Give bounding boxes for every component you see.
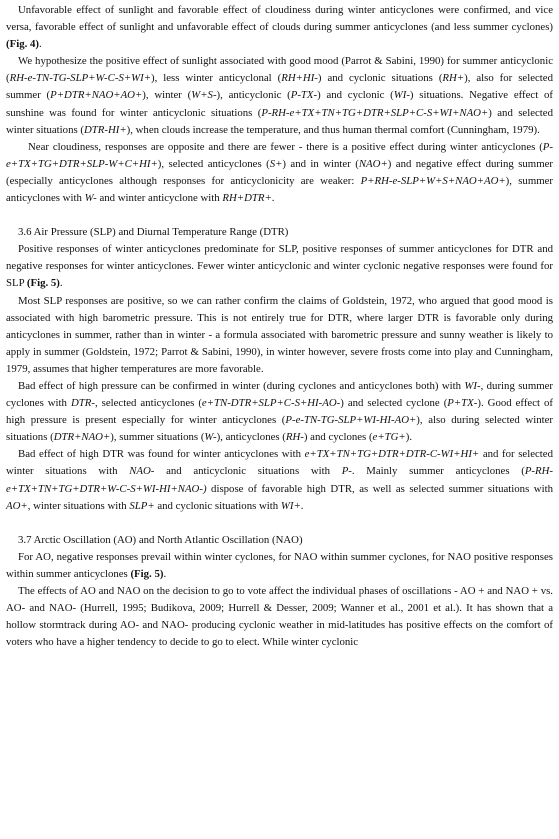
text-run: ) and cyclonic situations ( [317, 72, 443, 85]
para-slp-responses [6, 241, 553, 292]
text-run: ), also for selected summer ( [6, 72, 553, 102]
text-run: Bad effect of high pressure can be confirmed in winter (during cyclones and anticyclones both) with [18, 379, 465, 392]
text-run: . Mainly summer anticyclones ( [351, 465, 525, 478]
text-run: Most SLP responses are positive, so we can rather confirm the claims of Goldstein, 1972, who argued that good mood is associated with high barometric pressure. This is not entirely true for DTR, where larger DTR is favorable only during anticyclones in summer, rather than in winter - a formula associated with barometric pressure and sunny weather is likely to apply in summer (Goldstein, 1972; Parrot & Sabini, 1990), in winter however, severe frosts come into play and Cunningham, 1979, assumes that higher temperatures are more favorable. [6, 294, 553, 375]
variable-formula: P+TX- [447, 397, 478, 410]
text-run: Unfavorable effect of sunlight and favorable effect of cloudiness during winter anticyclones were confirmed, and vice versa, favorable effect of sunlight and unfavorable effect of clouds during summer anticyclones (and less summer cyclones) [6, 4, 553, 34]
text-run: and winter anticyclone with [96, 192, 223, 205]
variable-formula: WI- [393, 89, 410, 102]
text-run: Near cloudiness, responses are opposite and there are fewer - there is a positive effect during winter anticyclones ( [28, 140, 543, 153]
variable-formula: S+ [269, 157, 283, 170]
variable-formula: RH+HI- [281, 72, 318, 85]
variable-formula: DTR- [70, 397, 95, 410]
variable-formula: P-RH-e+TX+TN+TG+DTR+SLP+C-S+WI+NAO+ [261, 106, 489, 119]
text-run: ), less winter anticyclonal ( [151, 72, 282, 85]
text-run: . [300, 499, 304, 512]
para-cloudiness [6, 139, 553, 207]
text-run: ). [405, 431, 413, 444]
text-run: , during summer cyclones with [6, 379, 553, 410]
text-run: ) and selected winter situations ( [6, 106, 553, 136]
text-run: ) and negative effect during summer (especially anticyclones although responses for anticyclonicity are weaker: [6, 157, 553, 187]
variable-formula: RH+ [442, 72, 465, 85]
figure-reference: (Fig. 5) [26, 277, 60, 290]
variable-formula: P-TX- [290, 89, 318, 102]
figure-reference: (Fig. 5) [130, 567, 164, 580]
section-spacer [6, 207, 553, 224]
variable-formula: SLP+ [129, 499, 155, 512]
variable-formula: W+S- [191, 89, 217, 102]
text-run: , winter situations with [27, 499, 130, 512]
para-sunlight-hypothesis [6, 53, 553, 138]
para-goldstein [6, 293, 553, 378]
text-run: ), summer anticyclones with [6, 174, 554, 205]
text-run: For AO, negative responses prevail within winter cyclones, for NAO within summer cyclones, for NAO positive responses within summer anticyclones [6, 550, 553, 580]
variable-formula: WI- [464, 379, 481, 392]
variable-formula: e+TN-DTR+SLP+C-S+HI-AO- [201, 397, 341, 410]
text-run: ), selected anticyclones ( [157, 157, 270, 170]
variable-formula: AO+ [6, 499, 28, 512]
variable-formula: P-RH-e+TX+TN+TG+DTR+W-C-S+WI-HI+NAO-) [6, 465, 553, 495]
variable-formula: RH+DTR+ [222, 192, 272, 205]
text-run: . [59, 277, 63, 290]
text-run: The effects of AO and NAO on the decision to go to vote affect the individual phases of oscillations - AO + and NAO + vs. AO- and NAO- (Hurrell, 1995; Budikova, 2009; Hurrell & Desser, 2009; Wanner et al., 2001 et al.). It has shown that a hollow stormtrack during AO- and NAO- producing cyclonic weather in mid-latitudes has positive effects on the comfort of voters who have a higher tendency to decide to go to elect. While winter cyclonic [6, 585, 553, 649]
text-run: and for selected winter situations with [6, 448, 553, 478]
section-heading-slp-dtr [6, 224, 553, 241]
variable-formula: NAO+ [358, 157, 388, 170]
text-run: 3.6 Air Pressure (SLP) and Diurnal Temperature Range (DTR) [18, 226, 289, 239]
para-high-pressure [6, 378, 553, 446]
section-heading-ao-nao [6, 532, 553, 549]
variable-formula: W- [84, 192, 97, 205]
variable-formula: RH-e-TN-TG-SLP+W-C-S+WI+ [9, 72, 152, 85]
variable-formula: P-e+TX+TG+DTR+SLP-W+C+HI+ [6, 140, 553, 170]
text-run: ), when clouds increase the temperature, and thus human thermal comfort (Cunningham, 1979). [126, 123, 540, 136]
text-run: ), anticyclonic ( [216, 89, 291, 102]
text-run: 3.7 Arctic Oscillation (AO) and North Atlantic Oscillation (NAO) [18, 533, 303, 546]
text-run: ) situations. Negative effect of sunshine was found for winter anticyclonic situations ( [6, 89, 553, 119]
variable-formula: WI+ [280, 499, 301, 512]
para-ao-nao-effects [6, 583, 553, 651]
text-run: ). Good effect of high pressure is present especially for winter anticyclones ( [6, 397, 553, 427]
para-high-dtr [6, 446, 553, 514]
variable-formula: NAO- [129, 465, 155, 478]
variable-formula: e+TX+TN+TG+DTR+DTR-C-WI+HI+ [304, 448, 480, 461]
figure-reference: (Fig. 4) [6, 38, 39, 51]
variable-formula: e+TG+ [372, 431, 406, 444]
text-run: Bad effect of high DTR was found for winter anticyclones with [18, 448, 305, 461]
text-run: ) and in winter ( [282, 157, 359, 170]
text-run: and anticyclonic situations with [154, 465, 342, 478]
text-run: ), also during selected winter situations ( [6, 414, 553, 444]
text-run: ), summer situations ( [110, 431, 205, 444]
text-run: ) and cyclones ( [303, 431, 373, 444]
variable-formula: P- [341, 465, 352, 478]
text-run: . [38, 38, 42, 51]
text-run: . [163, 567, 167, 580]
text-run: , selected anticyclones ( [94, 397, 202, 410]
text-run: Positive responses of winter anticyclones predominate for SLP, positive responses of summer anticyclones for DTR and negative responses for winter anticyclones. Fewer winter anticyclonic and winter cyclonic negative responses were found for SLP [6, 243, 553, 290]
variable-formula: P-e-TN-TG-SLP+WI-HI-AO+ [285, 414, 417, 427]
para-sunlight-winter-summary [6, 2, 553, 53]
variable-formula: P+DTR+NAO+AO+ [50, 89, 143, 102]
variable-formula: DTR+NAO+ [53, 431, 111, 444]
variable-formula: DTR-HI+ [83, 123, 127, 136]
variable-formula: W- [204, 431, 217, 444]
text-run: ), anticyclones ( [216, 431, 286, 444]
text-run: ) and selected cyclone ( [340, 397, 448, 410]
variable-formula: RH- [285, 431, 304, 444]
text-run: and cyclonic situations with [154, 499, 281, 512]
text-run: ) and cyclonic ( [317, 89, 394, 102]
text-run: . [271, 192, 275, 205]
text-run: We hypothesize the positive effect of sunlight associated with good mood (Parrot & Sabini, 1990) for summer anticyclonic ( [6, 55, 553, 85]
text-run: ), winter ( [142, 89, 192, 102]
section-spacer [6, 515, 553, 532]
text-run: dispose of favorable high DTR, as well as selected summer situations with [206, 482, 553, 495]
para-ao-nao-responses [6, 549, 553, 583]
variable-formula: P+RH-e-SLP+W+S+NAO+AO+ [360, 174, 506, 187]
